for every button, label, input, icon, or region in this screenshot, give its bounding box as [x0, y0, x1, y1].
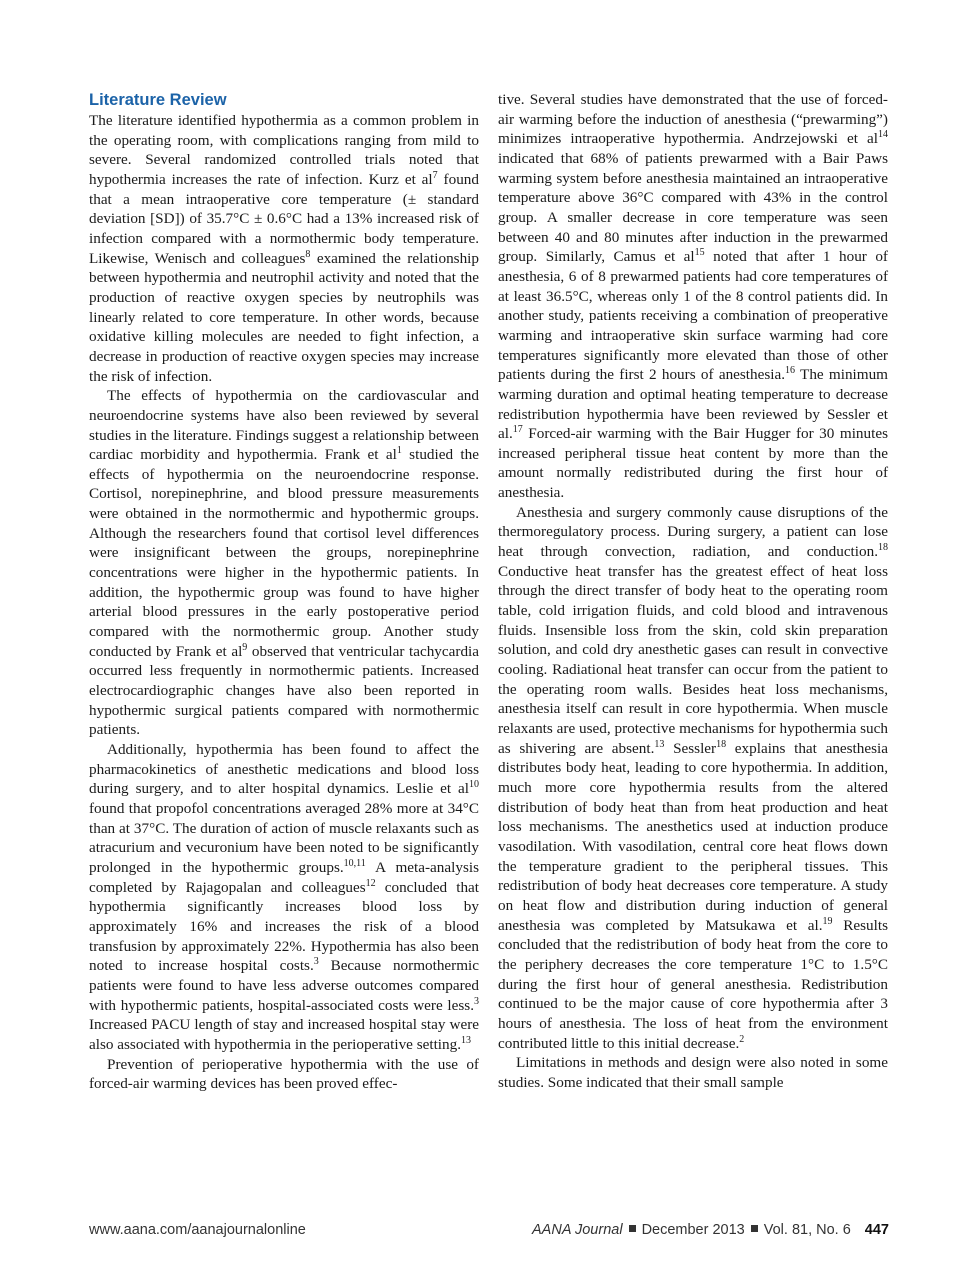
section-heading: Literature Review	[89, 91, 227, 109]
page-number: 447	[864, 1222, 889, 1238]
separator-square-icon	[751, 1225, 758, 1232]
citation: 12	[365, 877, 376, 889]
citation: 16	[785, 365, 796, 377]
citation: 10	[469, 779, 479, 791]
volume-issue: Vol. 81, No. 6	[763, 1222, 851, 1238]
page-footer	[89, 1222, 889, 1242]
citation: 1	[396, 445, 402, 457]
journal-url[interactable]: www.aana.com/aanajournalonline	[89, 1222, 306, 1238]
citation: 3	[474, 995, 479, 1007]
citation: 15	[694, 247, 705, 259]
citation: 9	[242, 641, 248, 653]
right-column	[498, 90, 888, 1092]
paragraph: Anesthesia and surgery commonly cause disruptions of the thermoregulatory process. During surgery, a patient can lose heat through convection, radiation, and conduction.$^{18}$ Conductive heat transfer has the greatest effect of heat loss through the direct transfer of body heat to the operating room table, cold irrigation fluids, and cold blood and intravenous fluids. Insensible loss from the skin, cold skin preparation solution, and cold dry anesthetic gases can result in convective cooling. Radiational heat transfer can occur from the patient to the operating room walls. Besides heat loss mechanisms, anesthesia itself can result in core hypothermia. When muscle relaxants are used, protective mechanisms for hypothermia such as shivering are absent.$^{13}$ Sessler$^{18}$ explains that anesthesia distributes body heat, leading to core hypothermia. In addition, much more core hypothermia results from the altered distribution of body heat than from heat production and heat loss mechanisms. The anesthetics used at induction produce vasodilation. With vasodilation, central core heat flows down the temperature gradient to the peripheral tissues. This redistribution of body heat decreases core temperature. A study on heat flow and distribution during induction of general anesthesia was completed by Matsukawa et al.$^{19}$ Results concluded that the redistribution of body heat from the core to the periphery decreases the core temperature 1°C to 1.5°C during the first hour of general anesthesia. Redistribution continued to be the major cause of core hypothermia after 3 hours of anesthesia. The loss of heat from the environment contributed little to this initial decrease.$^2$	[498, 503, 888, 1052]
citation: 18	[878, 542, 888, 554]
paragraph: The effects of hypothermia on the cardiovascular and neuroendocrine systems have also been reviewed by several studies in the literature. Findings suggest a relationship between cardiac morbidity and hypothermia. Frank et $al^1$ studied the effects of hypothermia on the neuroendocrine response. Cortisol, norepinephrine, and blood pressure measurements were obtained in the normothermic and hypothermic groups. Although the researchers found that cortisol level differences were insignificant between the groups, norepinephrine concentrations were higher in the hypothermic patients. In addition, the hypothermic group was found to have higher arterial blood pressures in the early postoperative period compared with the normothermic group. Another study conducted by Frank et $al^9$ observed that ventricular tachycardia occurred less frequently in normothermic patients. Increased electrocardiographic changes have also been reported in hypothermic surgical patients compared with normothermic patients.	[89, 387, 479, 739]
journal-name: AANA Journal	[532, 1222, 623, 1238]
paragraph: The literature identified hypothermia as a common problem in the operating room, with complications ranging from mild to severe. Several randomized controlled trials noted that hypothermia increases the rate of infection. Kurz et $al^7$ found that a mean intraoperative core temperature (± standard deviation [SD]) of 35.7°C ± 0.6°C had a 13% increased risk of infection compared with a normothermic body temperature. Likewise, Wenisch and colleagues$^8$ examined the relationship between hypothermia and neutrophil activity and noted that the production of reactive oxygen species by neutrophils was linearly related to core temperature. In other words, because oxidative killing molecules are needed to fight infection, a decrease in production of reactive oxygen species may increase the risk of infection.	[89, 112, 479, 385]
citation: 10,11	[343, 857, 366, 869]
paragraph: Limitations in methods and design were also noted in some studies. Some indicated that their small sample	[498, 1054, 888, 1091]
citation: 18	[716, 738, 727, 750]
citation: 8	[305, 248, 311, 260]
journal-info	[532, 1222, 889, 1238]
left-column	[89, 90, 479, 1094]
citation: 13	[461, 1034, 471, 1046]
citation: 2	[739, 1033, 745, 1045]
separator-square-icon	[629, 1225, 636, 1232]
citation: 14	[878, 129, 888, 141]
citation: 19	[822, 915, 833, 927]
citation: 13	[654, 738, 665, 750]
citation: 7	[432, 169, 438, 181]
paragraph: Additionally, hypothermia has been found to affect the pharmacokinetics of anesthetic medications and blood loss during surgery, and to alter hospital dynamics. Leslie et $al^{10}$ found that propofol concentrations averaged 28% more at 34°C than at 37°C. The duration of action of muscle relaxants such as atracurium and vecuronium have been noted to be significantly prolonged in the hypothermic groups.$^{10,11}$ A meta-analysis completed by Rajagopalan and colleagues$^{12}$ concluded that hypothermia significantly increases blood loss by approximately 16% and increases the risk of a blood transfusion by approximately 22%. Hypothermia has also been noted to increase hospital costs.$^3$ Because normothermic patients were found to have less adverse outcomes compared with hypothermic patients, hospital-associated costs were less.$^3$ Increased PACU length of stay and increased hospital stay were also associated with hypothermia in the perioperative setting.$^{13}$	[89, 741, 480, 1053]
paragraph: tive. Several studies have demonstrated that the use of forced-air warming before the induction of anesthesia (“prewarming”) minimizes intraoperative hypothermia. Andrzejowski et $al^{14}$ indicated that 68% of patients prewarmed with a Bair Paws warming system before anesthesia maintained an intraoperative temperature above 36°C compared with 43% in the control group. A smaller decrease in core temperature was seen between 40 and 80 minutes after induction in the prewarmed group. Similarly, Camus et $al^{15}$ noted that after 1 hour of anesthesia, 6 of 8 prewarmed patients had core temperatures of at least 36.5°C, whereas only 1 of the 8 control patients did. In another study, patients receiving a combination of preoperative warming and intraoperative skin surface warming had core temperatures significantly more elevated than those of other patients during the first 2 hours of anesthesia.$^{16}$ The minimum warming duration and optimal heating temperature to decrease redistribution hypothermia have been reviewed by Sessler et al.$^{17}$ Forced-air warming with the Bair Hugger for 30 minutes increased peripheral tissue heat content by more than the amount normally redistributed during the first hour of anesthesia.	[498, 91, 888, 502]
citation: 3	[313, 956, 319, 968]
paragraph: Prevention of perioperative hypothermia with the use of forced-air warming devices has been proved effec-	[89, 1055, 479, 1093]
citation: 17	[512, 424, 523, 436]
issue-date: December 2013	[641, 1222, 745, 1238]
